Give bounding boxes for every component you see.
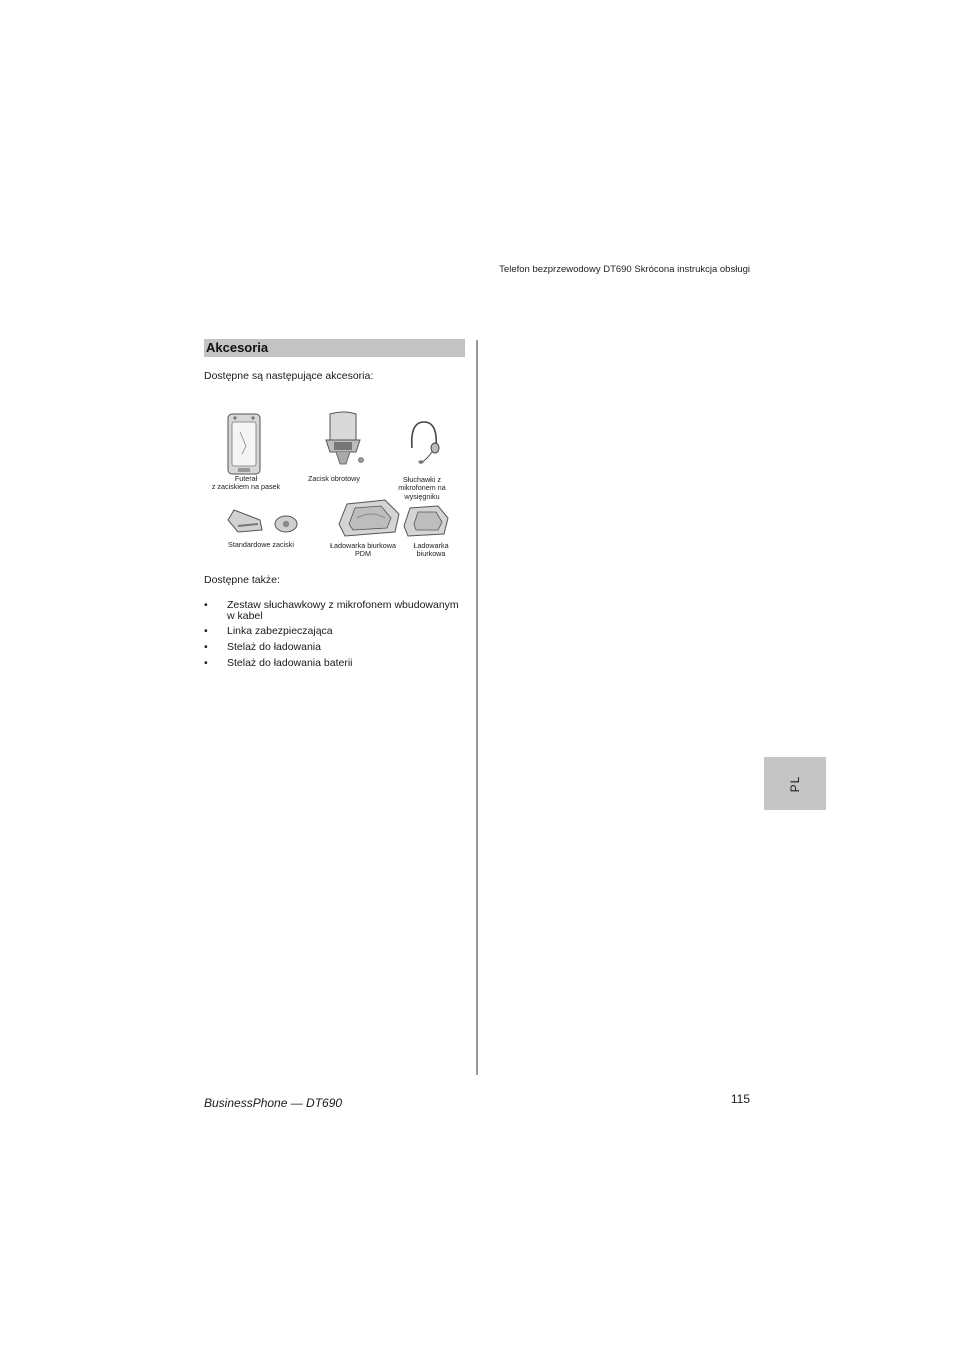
holster-caption-line: Futerał (234, 474, 258, 483)
list-item (204, 658, 466, 670)
headset-illustration (404, 418, 444, 468)
section-title: Akcesoria (206, 340, 269, 355)
pdm-charger-caption-line: PDM (355, 549, 371, 559)
footer-product-name: BusinessPhone — DT690 (204, 1096, 343, 1110)
holster-caption (206, 475, 286, 492)
language-tab (764, 757, 826, 810)
pdm-charger-caption-line: Ładowarka biurkowa (330, 541, 396, 550)
list-item (204, 626, 466, 638)
also-available-label: Dostępne także: (204, 574, 280, 586)
list-item (204, 600, 466, 624)
pdm-charger-illustration (335, 496, 403, 540)
holster-illustration (226, 412, 262, 476)
headset-caption-line: mikrofonem na (398, 483, 446, 493)
swivel-clip-caption (296, 475, 372, 483)
desk-charger-caption-line: Ładowarka (413, 541, 449, 550)
list-item (204, 642, 466, 654)
standard-clips-caption-line: Standardowe zaciski (228, 540, 294, 549)
bullet-icon: • (204, 641, 208, 653)
headset-caption-line: Słuchawki z (403, 475, 441, 484)
column-divider (476, 340, 478, 1075)
standard-clips-illustration (224, 506, 302, 536)
desk-charger-illustration (402, 502, 450, 540)
standard-clips-caption (220, 541, 302, 549)
headset-caption-line: wysięgniku (404, 491, 440, 501)
holster-caption-line: z zaciskiem na pasek (211, 482, 281, 492)
language-tab-label: PL (788, 775, 802, 792)
list-item-text: Stelaż do ładowania baterii (227, 657, 353, 669)
desk-charger-caption-line: biurkowa (416, 549, 446, 559)
page-number: 115 (730, 1092, 750, 1106)
pdm-charger-caption (324, 542, 402, 559)
bullet-icon: • (204, 657, 208, 669)
list-item-text: Stelaż do ładowania (227, 641, 321, 653)
bullet-icon: • (204, 599, 208, 611)
desk-charger-caption (404, 542, 458, 559)
intro-text: Dostępne są następujące akcesoria: (204, 370, 374, 382)
list-item-text: Zestaw słuchawkowy z mikrofonem wbudowanym w kabel (227, 599, 459, 622)
list-item-text: Linka zabezpieczająca (227, 625, 333, 637)
swivel-clip-illustration (320, 410, 368, 468)
bullet-icon: • (204, 625, 208, 637)
swivel-clip-caption-line: Zacisk obrotowy (308, 474, 360, 483)
running-header: Telefon bezprzewodowy DT690 Skrócona instrukcja obsługi (499, 264, 750, 275)
